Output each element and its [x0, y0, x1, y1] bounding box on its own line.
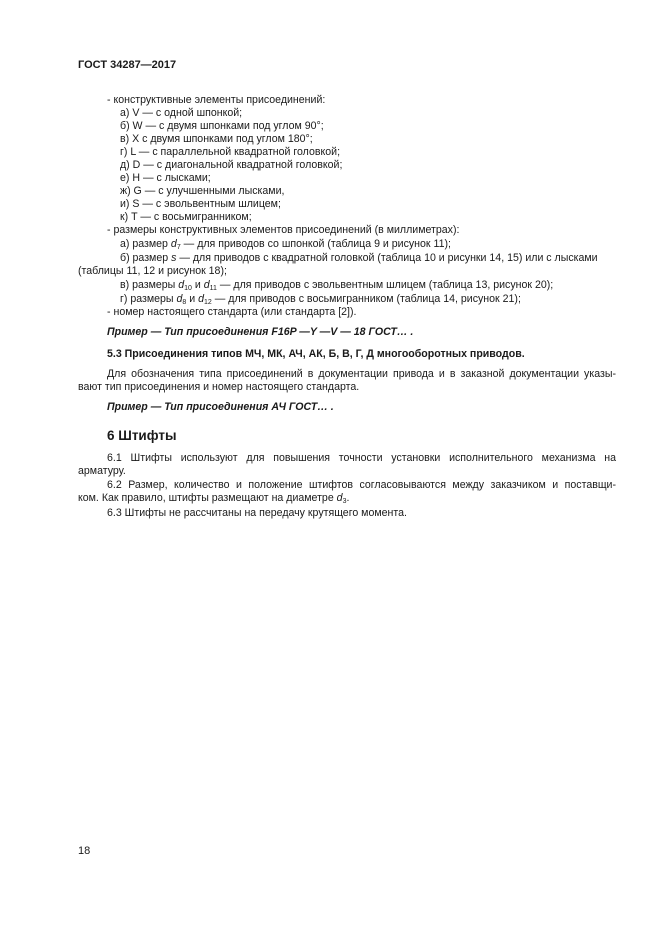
list-item: д) D — с диагональной квадратной головкой;	[120, 159, 343, 171]
page-number: 18	[78, 845, 91, 857]
paragraph-line: арматуру.	[78, 465, 126, 477]
list-item: б) W — с двумя шпонками под углом 90°;	[120, 120, 324, 132]
paragraph-line: Для обозначения типа присоединений в документации привода и в заказной документации указы-	[107, 368, 616, 380]
paragraph-line: 6.1 Штифты используют для повышения точности установки исполнительного механизма на	[107, 452, 616, 464]
paragraph-line: ком. Как правило, штифты размещают на диаметре $d_3$.	[78, 492, 350, 505]
list-item-standard: - номер настоящего стандарта (или стандарта [2]).	[107, 306, 357, 318]
list-item: и) S — с эвольвентным шлицем;	[120, 198, 281, 210]
list-item: а) V — с одной шпонкой;	[120, 107, 243, 119]
paragraph-line: 6.2 Размер, количество и положение штифтов согласовываются между заказчиком и поставщи-	[107, 479, 616, 491]
list-intro: - конструктивные элементы присоединений:	[107, 94, 326, 106]
example-text: Пример — Тип присоединения F16P —Y —V — 18 ГОСТ… .	[107, 326, 414, 338]
document-header: ГОСТ 34287—2017	[78, 59, 177, 71]
list-item-size-g: г) размеры $d_8$ и $d_{12}$ — для приводов с восьмигранником (таблица 14, рисунок 21);	[120, 293, 521, 306]
section-heading: 6 Штифты	[107, 428, 177, 443]
list-item: к) T — с восьмигранником;	[120, 211, 252, 223]
list-item-size-v: в) размеры $d_{10}$ и $d_{11}$ — для приводов с эвольвентным шлицем (таблица 13, рисунок 20);	[120, 279, 554, 292]
list-item-continuation: (таблицы 11, 12 и рисунок 18);	[78, 265, 227, 277]
list-item: в) X с двумя шпонками под углом 180°;	[120, 133, 313, 145]
list-item-size-a: а) размер $d_7$ — для приводов со шпонкой (таблица 9 и рисунок 11);	[120, 238, 451, 251]
list-item-size-b: б) размер s — для приводов с квадратной головкой (таблица 10 и рисунки 14, 15) или с лысками	[120, 252, 598, 264]
paragraph-line: вают тип присоединения и номер настоящего стандарта.	[78, 381, 360, 393]
paragraph-line: 6.3 Штифты не рассчитаны на передачу крутящего момента.	[107, 507, 407, 519]
section-heading: 5.3 Присоединения типов МЧ, МК, АЧ, АК, Б, В, Г, Д многооборотных приводов.	[107, 348, 525, 360]
list-intro: - размеры конструктивных элементов присоединений (в миллиметрах):	[107, 224, 460, 236]
example-text: Пример — Тип присоединения АЧ ГОСТ… .	[107, 401, 334, 413]
list-item: е) H — с лысками;	[120, 172, 211, 184]
list-item: ж) G — с улучшенными лысками,	[120, 185, 285, 197]
list-item: г) L — с параллельной квадратной головкой;	[120, 146, 341, 158]
